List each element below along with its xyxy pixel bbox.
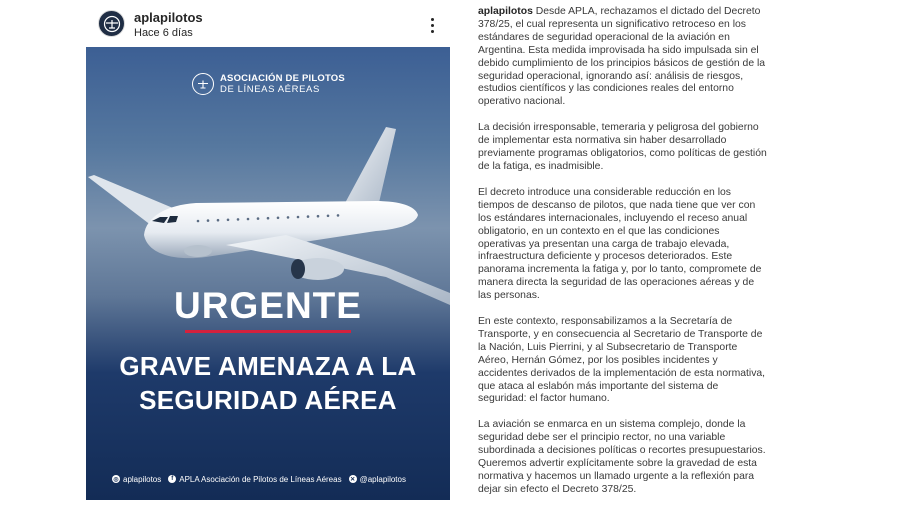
post-header (96, 8, 450, 44)
post-caption (478, 6, 768, 510)
instagram-icon: ◎ (113, 476, 119, 483)
headline-line1: GRAVE AMENAZA A LA (119, 351, 417, 381)
caption-paragraph-3: El decreto introduce una considerable reducción en los tiempos de descanso de pilotos, que nada tiene que ver con los estándares internacionales, incluyendo el receso anual obligatorio, en un contexto en el que las condiciones operativas ya presentan una carga de trabajo elevada, infraestructura deficiente y procesos deteriorados. Este panorama incrementa la fatiga y, por lo tanto, compromete de manera directa la seguridad de las operaciones aéreas y de las personas. (478, 186, 762, 302)
avatar[interactable] (98, 10, 125, 37)
post-username[interactable]: aplapilotos (134, 10, 203, 25)
brand-logo (192, 72, 345, 96)
image-footer (112, 473, 413, 485)
headline-line2: SEGURIDAD AÉREA (139, 385, 397, 415)
facebook-icon: f (168, 475, 176, 483)
caption-username[interactable]: aplapilotos (478, 6, 533, 17)
caption-paragraph-5: La aviación se enmarca en un sistema complejo, donde la seguridad debe ser el principio rector, no una variable subordinada a decisiones políticas o recortes presupuestarios. Queremos advertir explícitamente sobre la gravedad de esta normativa y hacemos un llamado urgente a la reflexión para dejar sin efecto el Decreto 378/25. (478, 419, 766, 495)
footer-facebook: APLA Asociación de Pilotos de Líneas Aéreas (179, 474, 342, 484)
brand-name-line2: DE LÍNEAS AÉREAS (220, 84, 320, 95)
airplane-illustration (86, 117, 450, 307)
post-time-ago: Hace 6 días (134, 27, 193, 39)
x-icon: ✕ (350, 476, 356, 483)
urgent-label: URGENTE (174, 285, 362, 326)
headline (86, 349, 450, 417)
caption-paragraph-4: En este contexto, responsabilizamos a la Secretaría de Transporte, y en consecuencia al Secretario de Transporte de la Nación, Luis Pierrini, y al Subsecretario de Transporte Aéreo, Hernán Gómez, por los posibles incidentes y accidentes derivados de la implementación de esta normativa, que ataca al eslabón más importante del sistema de seguridad: el factor humano. (478, 316, 766, 405)
footer-x: @aplapilotos (359, 474, 406, 484)
caption-paragraph-1 (478, 6, 768, 109)
apla-seal-icon (192, 73, 214, 95)
footer-instagram: aplapilotos (123, 474, 162, 484)
caption-text-1: Desde APLA, rechazamos el dictado del Decreto 378/25, el cual representa un significativo retroceso en los estándares de seguridad operacional de la aviación en Argentina. Esta medida improvisada ha sido impulsada sin el debido cumplimiento de los principios básicos de gestión de la seguridad operacional, ignorando así: análisis de riesgos, estudios científicos y las condiciones reales del entorno operativo nacional. (478, 6, 766, 108)
apla-logo-icon (102, 14, 122, 34)
brand-name-line1: ASOCIACIÓN DE PILOTOS (220, 73, 345, 84)
caption-paragraph-2: La decisión irresponsable, temeraria y peligrosa del gobierno de implementar esta normativa sin haber desarrollado previamente programas obligatorios, como políticas de gestión de la fatiga, es inadmisible. (478, 122, 767, 172)
red-divider (185, 330, 351, 333)
post-image[interactable] (86, 47, 450, 500)
more-options-icon[interactable] (424, 14, 440, 36)
